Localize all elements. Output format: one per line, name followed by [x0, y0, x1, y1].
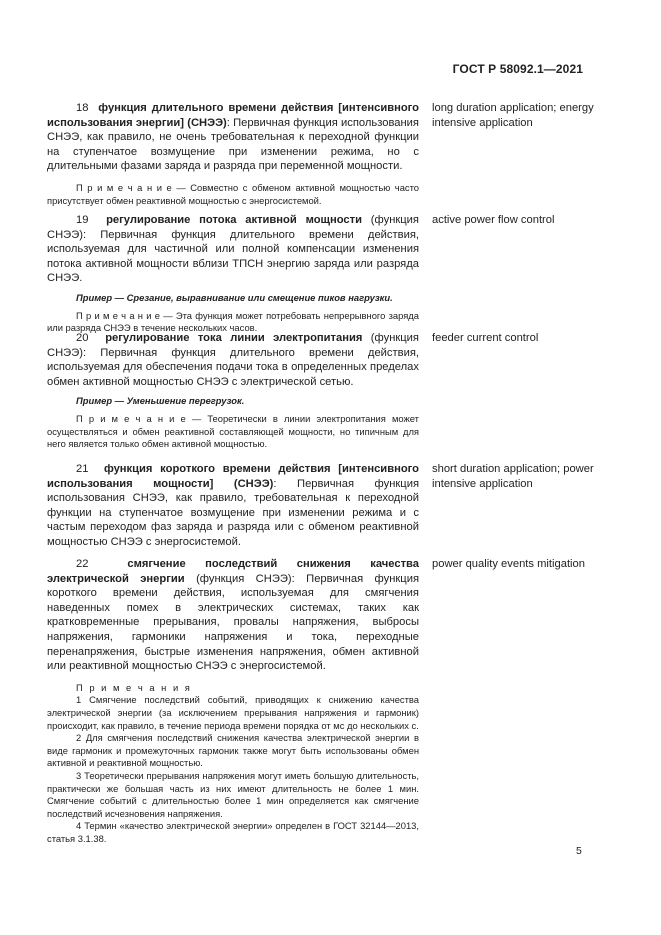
note-text: — Теоретически в линии электропитания может осуществляться и обмен реактивной составляющей мощности, но типичным для него является только обмен активной мощностью. [47, 412, 419, 450]
term-definition-text: : Первичная функция использования СНЭЭ, как правило, требовательная к переходной функции на ступенчатое возмущение при изменении режима и с частым переходом фаз заряда и разряда или с обменом реактивной мощностью СНЭЭ с энергосистемой. [47, 477, 419, 548]
note-label: П р и м е ч а н и е [76, 181, 172, 193]
term-20-definition [47, 331, 419, 389]
term-name: функция короткого времени действия [интенсивного использования мощности] (СНЭЭ) [47, 463, 420, 490]
term-21-english: short duration application; power intensive application [432, 463, 594, 490]
term-20 [47, 331, 419, 451]
term-20-note [47, 413, 419, 451]
note-text: — Совместно с обменом активной мощностью часто присутствует обмен реактивной мощностью с энергосистемой. [47, 181, 419, 206]
term-19 [47, 213, 419, 335]
term-19-english: active power flow control [432, 214, 555, 226]
term-19-example: Пример — Срезание, выравнивание или смещение пиков нагрузки. [76, 291, 393, 303]
note-text: — Эта функция может потребовать непрерывного заряда или разряда СНЭЭ в течение нескольких часов. [47, 309, 419, 334]
standard-designation: ГОСТ Р 58092.1—2021 [452, 62, 583, 76]
term-name: регулирование потока активной мощности [106, 214, 362, 226]
term-number: 19 [76, 214, 89, 226]
term-definition-text: (функция СНЭЭ): Первичная функция короткого времени действия, используемая для смягчения наведенных помех в электрических системах, таких как кратковременные прерывания, провалы напряжения, выбросы напряжения, гармоники напряжения и тока, переходные перенапряжения, быстрые изменения напряжения, обмен активной или реактивной мощностью СНЭЭ с энергосистемой. [47, 572, 419, 673]
term-21-definition [47, 462, 419, 550]
term-number: 20 [76, 332, 89, 344]
term-22-notes-label: П р и м е ч а н и я [76, 681, 192, 693]
term-20-example: Пример — Уменьшение перегрузок. [76, 395, 245, 407]
term-18-note [47, 182, 419, 207]
term-number: 21 [76, 463, 89, 475]
note-label: П р и м е ч а н и е [76, 309, 160, 321]
term-20-english: feeder current control [432, 332, 539, 344]
term-22-definition [47, 557, 419, 674]
term-22-english: power quality events mitigation [432, 558, 585, 570]
term-18-definition [47, 101, 419, 174]
term-22-note-2: 2 Для смягчения последствий снижения качества электрической энергии в виде гармоник и промежуточных гармоник также могут быть использованы обмен активной и реактивной мощностью. [47, 732, 419, 769]
term-22-note-4: 4 Термин «качество электрической энергии» определен в ГОСТ 32144—2013, статья 3.1.38. [47, 820, 419, 844]
term-number: 18 [76, 102, 89, 114]
term-definition-text: (функция СНЭЭ): Первичная функция длительного времени действия, используемая для обеспечения подачи тока в определенных пределах обмен активной мощностью СНЭЭ с электрической сетью. [47, 332, 419, 388]
term-definition-text: (функция СНЭЭ): Первичная функция длительного времени действия, используемая для частичной или полной компенсации изменения потока активной мощности вблизи ТПСН энергию заряда или разряда СНЭЭ. [47, 214, 419, 285]
note-label: П р и м е ч а н и е [76, 412, 186, 424]
term-name: функция длительного времени действия [интенсивного использования энергии] (СНЭЭ) [47, 102, 420, 129]
term-18-english: long duration application; energy intensive application [432, 102, 594, 129]
term-22-note-3: 3 Теоретически прерывания напряжения могут иметь большую длительность, практически же большая часть из них имеют длительность не более 1 мин. Смягчение событий с длительностью более 1 мин определяется как смягчение последствий исчезновения напряжения. [47, 769, 419, 819]
term-name: смягчение последствий снижения качества электрической энергии [47, 558, 420, 585]
term-22-note-1: 1 Смягчение последствий событий, приводящих к снижению качества электрической энергии (за исключением прерывания напряжения и гармоник) происходит, как правило, в течение периода времени порядка от мс до нескольких с. [47, 694, 419, 731]
term-name: регулирование тока линии электропитания [105, 332, 363, 344]
term-21 [47, 462, 419, 550]
term-18 [47, 101, 419, 207]
term-22 [47, 557, 419, 845]
term-number: 22 [76, 558, 89, 570]
term-definition-text: : Первичная функция использования СНЭЭ, как правило, не очень требовательная к переходной функции на ступенчатое возмущение при изменении режима, но с длительными фазами заряда и разряда при переменной мощности. [47, 116, 419, 173]
term-19-definition [47, 213, 419, 286]
page-number: 5 [576, 845, 582, 857]
